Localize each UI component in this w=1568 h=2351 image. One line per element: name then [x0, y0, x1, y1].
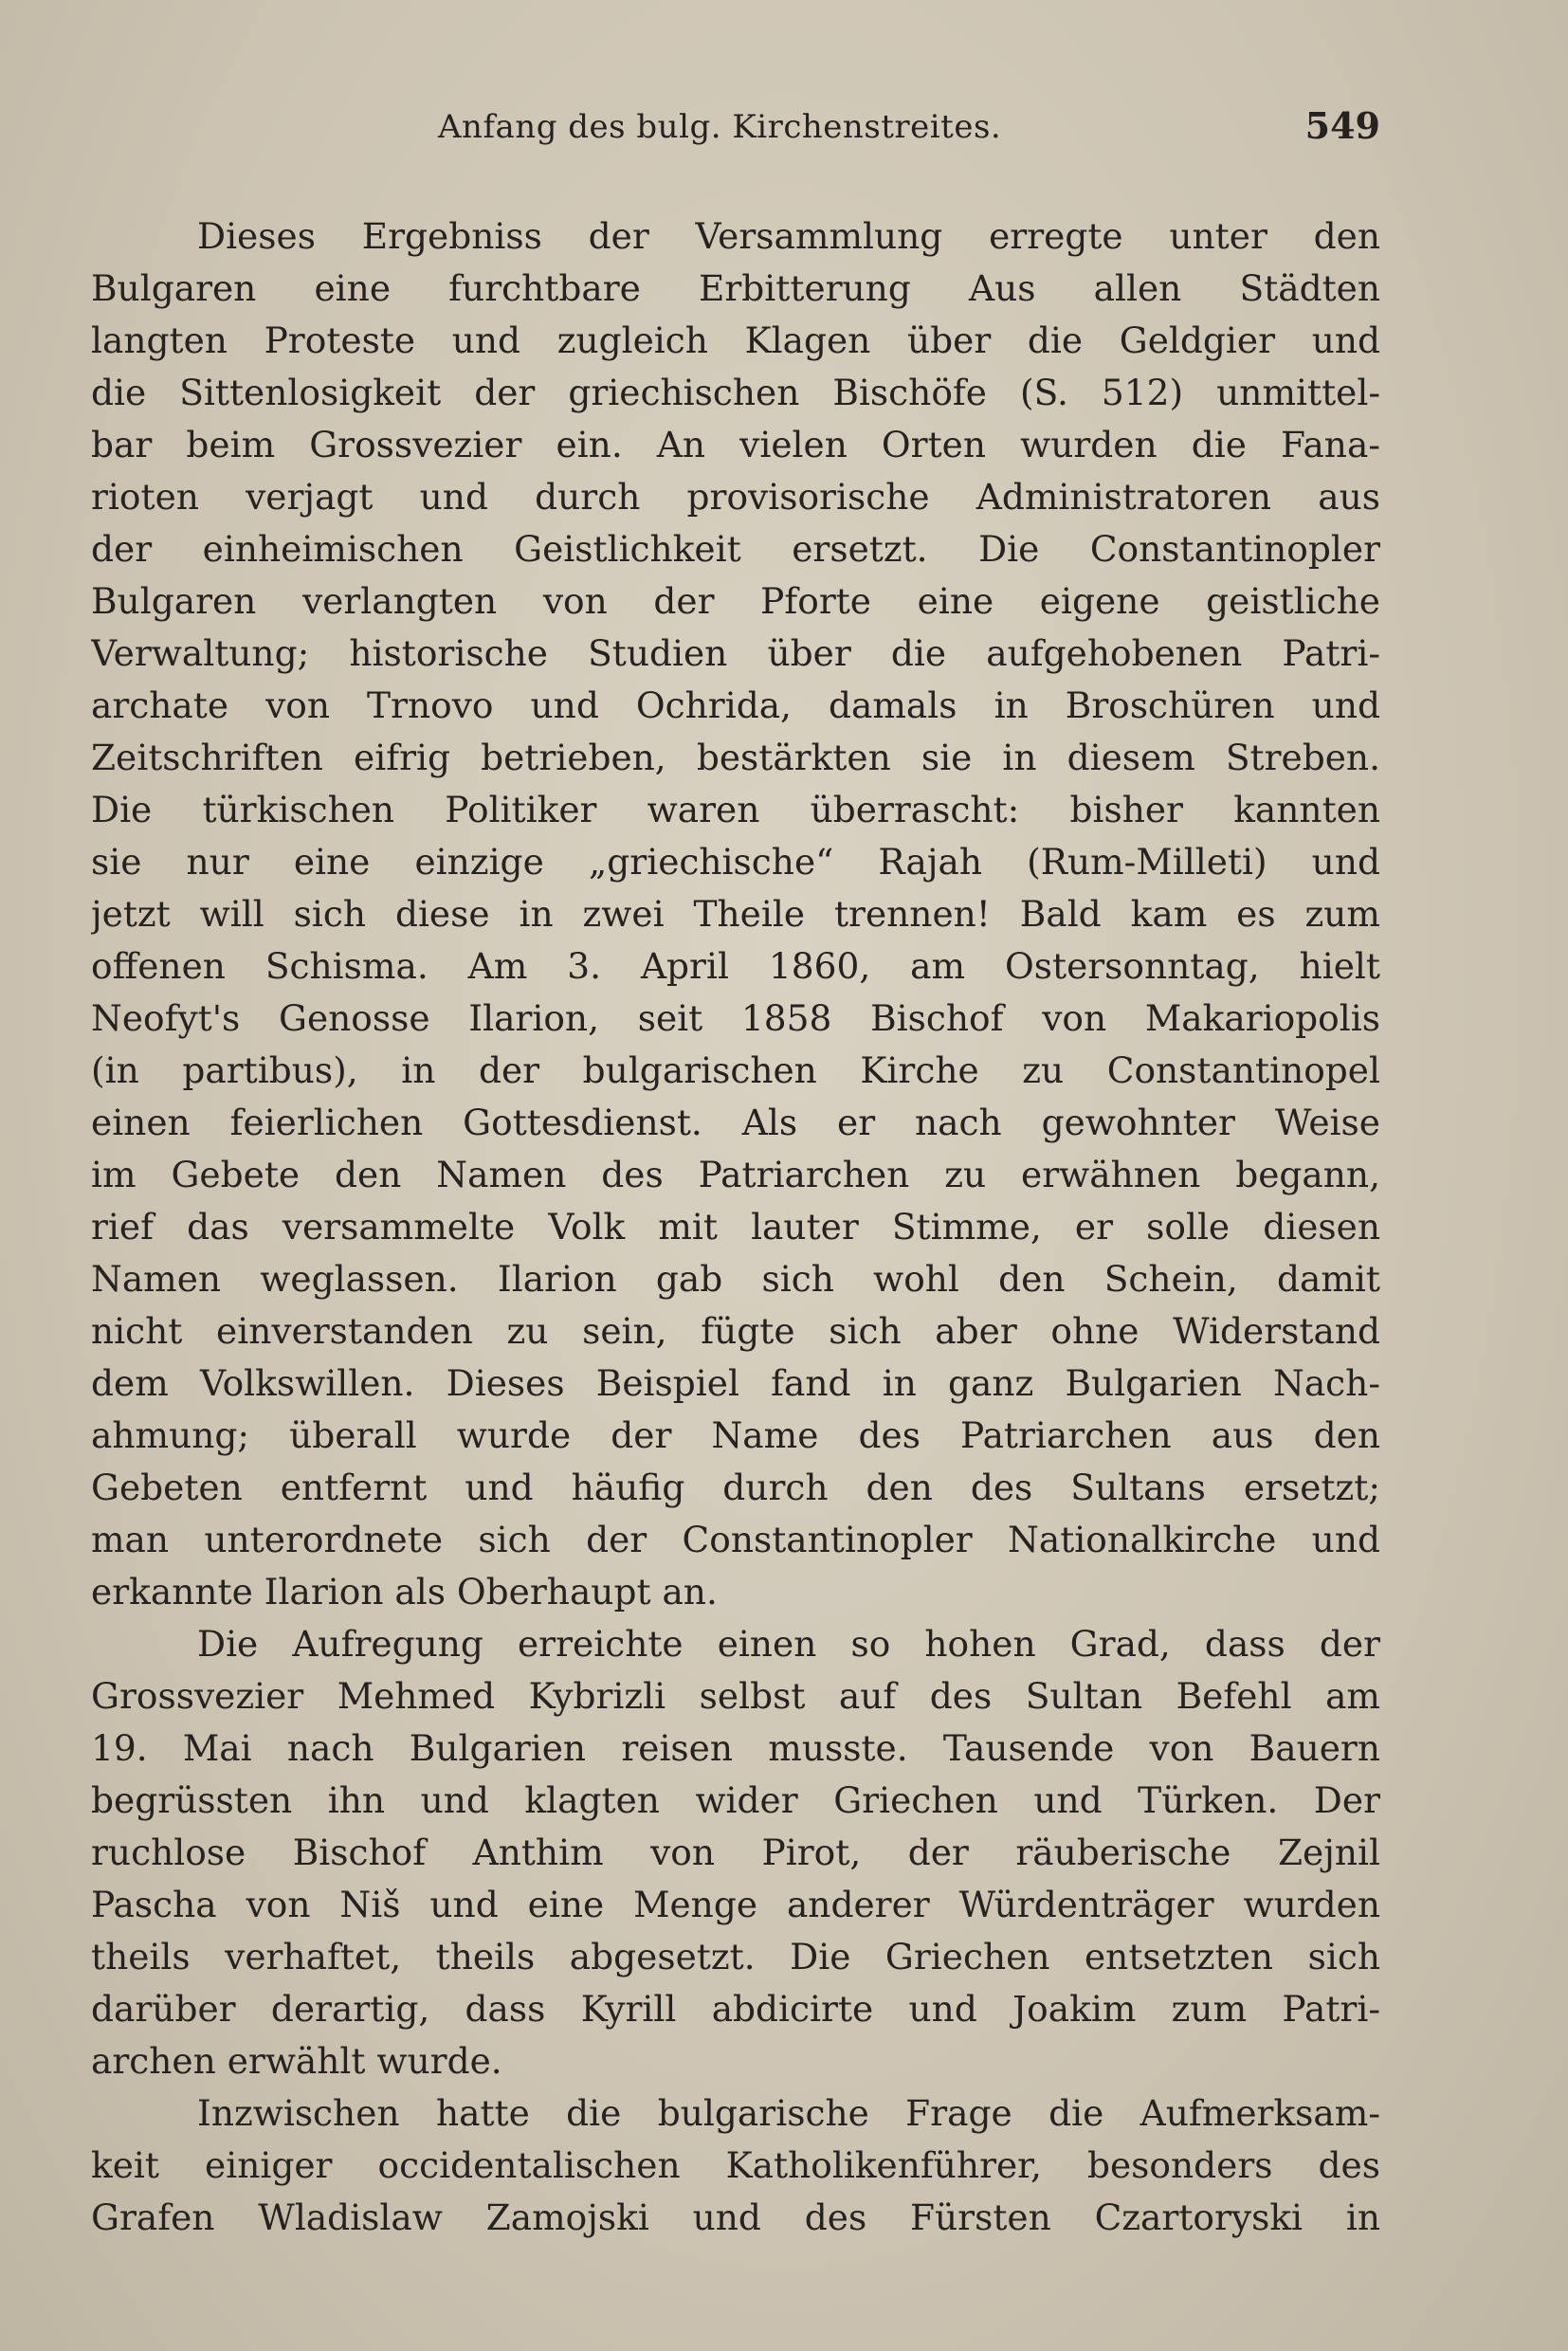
text-line: theils verhaftet, theils abgesetzt. Die Griechen entsetzten sich	[91, 1936, 1380, 1977]
text-line: sie nur eine einzige „griechische“ Rajah (Rum-Milleti) und	[91, 841, 1380, 883]
text-line: man unterordnete sich der Constantinopler Nationalkirche und	[91, 1519, 1380, 1560]
text-line: Neofyt's Genosse Ilarion, seit 1858 Bischof von Makariopolis	[91, 997, 1380, 1039]
text-line: nicht einverstanden zu sein, fügte sich aber ohne Widerstand	[91, 1310, 1380, 1352]
text-line: offenen Schisma. Am 3. April 1860, am Ostersonntag, hielt	[91, 945, 1380, 987]
text-line: Gebeten entfernt und häufig durch den des Sultans ersetzt;	[91, 1467, 1380, 1508]
text-line: ruchlose Bischof Anthim von Pirot, der räuberische Zejnil	[91, 1832, 1380, 1873]
text-line: Grafen Wladislaw Zamojski und des Fürsten Czartoryski in	[91, 2196, 1380, 2238]
text-line: archen erwählt wurde.	[91, 2040, 502, 2082]
text-line: (in partibus), in der bulgarischen Kirche zu Constantinopel	[91, 1049, 1380, 1091]
text-line: Namen weglassen. Ilarion gab sich wohl den Schein, damit	[91, 1258, 1380, 1300]
text-line: dem Volkswillen. Dieses Beispiel fand in ganz Bulgarien Nach-	[91, 1362, 1380, 1404]
text-line: langten Proteste und zugleich Klagen über die Geldgier und	[91, 319, 1380, 361]
text-line: 19. Mai nach Bulgarien reisen musste. Tausende von Bauern	[91, 1727, 1380, 1769]
text-line: jetzt will sich diese in zwei Theile trennen! Bald kam es zum	[91, 893, 1380, 935]
text-line: erkannte Ilarion als Oberhaupt an.	[91, 1571, 718, 1613]
text-line: Pascha von Niš und eine Menge anderer Würdenträger wurden	[91, 1884, 1380, 1925]
text-line: begrüssten ihn und klagten wider Griechen und Türken. Der	[91, 1779, 1380, 1821]
text-line: Inzwischen hatte die bulgarische Frage die Aufmerksam-	[197, 2092, 1380, 2134]
text-line: Die türkischen Politiker waren überrascht: bisher kannten	[91, 789, 1380, 830]
running-head	[91, 104, 1380, 157]
text-line: die Sittenlosigkeit der griechischen Bischöfe (S. 512) unmittel-	[91, 372, 1380, 413]
text-line: darüber derartig, dass Kyrill abdicirte und Joakim zum Patri-	[91, 1988, 1380, 2030]
text-line: Grossvezier Mehmed Kybrizli selbst auf des Sultan Befehl am	[91, 1675, 1380, 1717]
text-line: Die Aufregung erreichte einen so hohen Grad, dass der	[197, 1623, 1380, 1665]
text-line: Dieses Ergebniss der Versammlung erregte unter den	[197, 215, 1380, 257]
text-line: bar beim Grossvezier ein. An vielen Orten wurden die Fana-	[91, 424, 1380, 465]
page-number: 549	[1304, 104, 1380, 147]
text-line: Verwaltung; historische Studien über die aufgehobenen Patri-	[91, 632, 1380, 674]
text-line: rief das versammelte Volk mit lauter Stimme, er solle diesen	[91, 1206, 1380, 1248]
text-line: rioten verjagt und durch provisorische Administratoren aus	[91, 476, 1380, 518]
text-line: Bulgaren verlangten von der Pforte eine eigene geistliche	[91, 580, 1380, 622]
text-line: Zeitschriften eifrig betrieben, bestärkten sie in diesem Streben.	[91, 737, 1380, 778]
text-line: der einheimischen Geistlichkeit ersetzt. Die Constantinopler	[91, 528, 1380, 570]
text-line: Bulgaren eine furchtbare Erbitterung Aus allen Städten	[91, 267, 1380, 309]
text-line: einen feierlichen Gottesdienst. Als er nach gewohnter Weise	[91, 1102, 1380, 1143]
body-text	[91, 210, 1380, 2244]
text-line: im Gebete den Namen des Patriarchen zu erwähnen begann,	[91, 1154, 1380, 1195]
running-title: Anfang des bulg. Kirchenstreites.	[438, 108, 1002, 146]
text-line: archate von Trnovo und Ochrida, damals in Broschüren und	[91, 684, 1380, 726]
text-line: keit einiger occidentalischen Katholikenführer, besonders des	[91, 2144, 1380, 2186]
text-line: ahmung; überall wurde der Name des Patriarchen aus den	[91, 1414, 1380, 1456]
